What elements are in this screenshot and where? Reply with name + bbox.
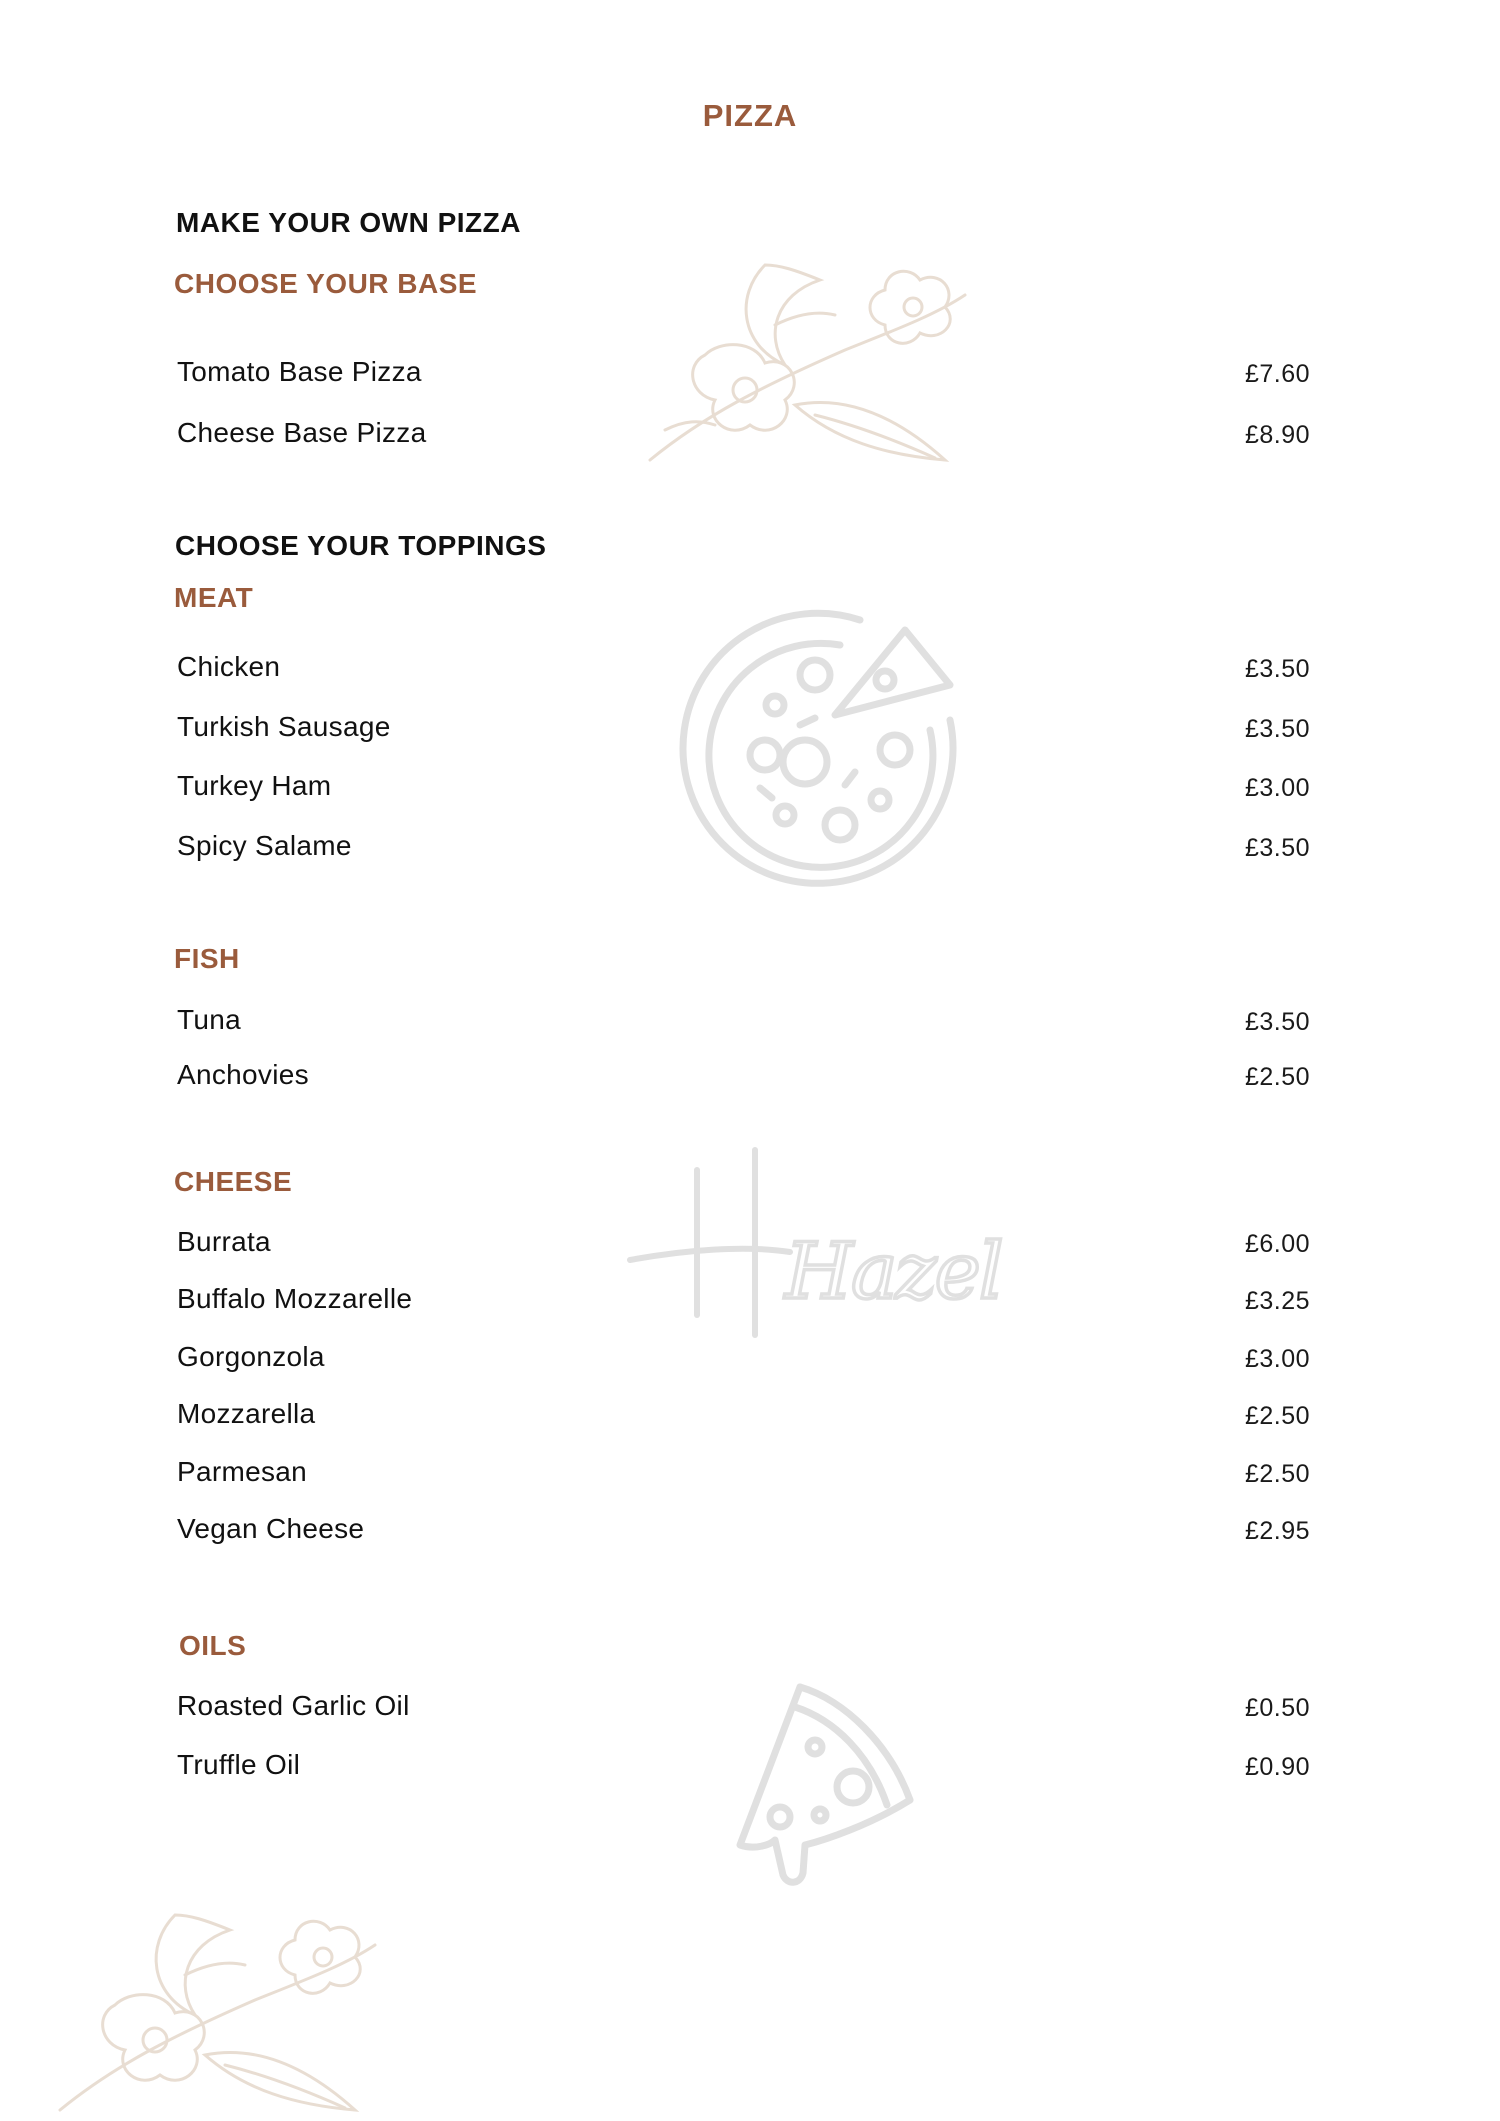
menu-item-price: £2.95: [1244, 1517, 1310, 1545]
menu-item-price: £2.50: [1244, 1063, 1310, 1091]
menu-item-name: Vegan Cheese: [177, 1513, 365, 1544]
make-your-own-heading: MAKE YOUR OWN PIZZA: [176, 207, 521, 238]
logo-text: Hazel: [785, 1227, 1002, 1317]
menu-item-price: £3.50: [1244, 655, 1310, 683]
menu-item-name: Parmesan: [177, 1456, 308, 1487]
menu-item-name: Spicy Salame: [177, 830, 352, 861]
meat-heading: MEAT: [174, 582, 254, 613]
menu-item-row: [0, 1749, 1500, 1789]
menu-item-name: Chicken: [177, 651, 281, 682]
menu-item-name: Cheese Base Pizza: [177, 417, 427, 448]
menu-item-row: [0, 1690, 1500, 1730]
menu-item-price: £0.90: [1244, 1753, 1310, 1781]
page-title: PIZZA: [702, 98, 798, 133]
menu-item-price: £2.50: [1244, 1460, 1310, 1488]
menu-item-price: £3.50: [1244, 1008, 1310, 1036]
menu-item-row: [0, 1513, 1500, 1553]
floral-decoration-bottom-icon: [55, 1905, 385, 2120]
base-heading: CHOOSE YOUR BASE: [174, 268, 478, 299]
menu-item-name: Gorgonzola: [177, 1341, 325, 1372]
menu-item-row: [0, 1456, 1500, 1496]
menu-item-row: [0, 1059, 1500, 1099]
cheese-heading: CHEESE: [174, 1166, 293, 1197]
menu-item-price: £0.50: [1244, 1694, 1310, 1722]
menu-item-row: [0, 1226, 1500, 1266]
menu-item-name: Tomato Base Pizza: [177, 356, 422, 387]
menu-item-name: Anchovies: [177, 1059, 309, 1090]
menu-item-price: £3.00: [1244, 774, 1310, 802]
menu-item-name: Tuna: [177, 1004, 241, 1035]
menu-item-row: [0, 651, 1500, 691]
menu-item-row: [0, 1341, 1500, 1381]
menu-item-price: £6.00: [1244, 1230, 1310, 1258]
menu-item-row: [0, 417, 1500, 457]
menu-item-price: £3.00: [1244, 1345, 1310, 1373]
menu-item-row: [0, 1004, 1500, 1044]
menu-item-row: [0, 356, 1500, 396]
menu-item-price: £3.50: [1244, 834, 1310, 862]
menu-item-price: £2.50: [1244, 1402, 1310, 1430]
menu-item-name: Buffalo Mozzarelle: [177, 1283, 413, 1314]
menu-item-row: [0, 1398, 1500, 1438]
menu-item-name: Burrata: [177, 1226, 271, 1257]
menu-item-name: Truffle Oil: [177, 1749, 301, 1780]
menu-item-name: Turkey Ham: [177, 770, 332, 801]
menu-item-row: [0, 711, 1500, 751]
menu-item-name: Turkish Sausage: [177, 711, 391, 742]
menu-item-name: Roasted Garlic Oil: [177, 1690, 410, 1721]
menu-item-price: £3.25: [1244, 1287, 1310, 1315]
oils-heading: OILS: [179, 1630, 247, 1661]
menu-item-row: [0, 830, 1500, 870]
fish-heading: FISH: [174, 943, 240, 974]
toppings-heading: CHOOSE YOUR TOPPINGS: [175, 530, 547, 561]
menu-item-price: £8.90: [1244, 421, 1310, 449]
menu-item-price: £7.60: [1244, 360, 1310, 388]
menu-item-row: [0, 1283, 1500, 1323]
menu-item-price: £3.50: [1244, 715, 1310, 743]
menu-item-name: Mozzarella: [177, 1398, 316, 1429]
menu-item-row: [0, 770, 1500, 810]
